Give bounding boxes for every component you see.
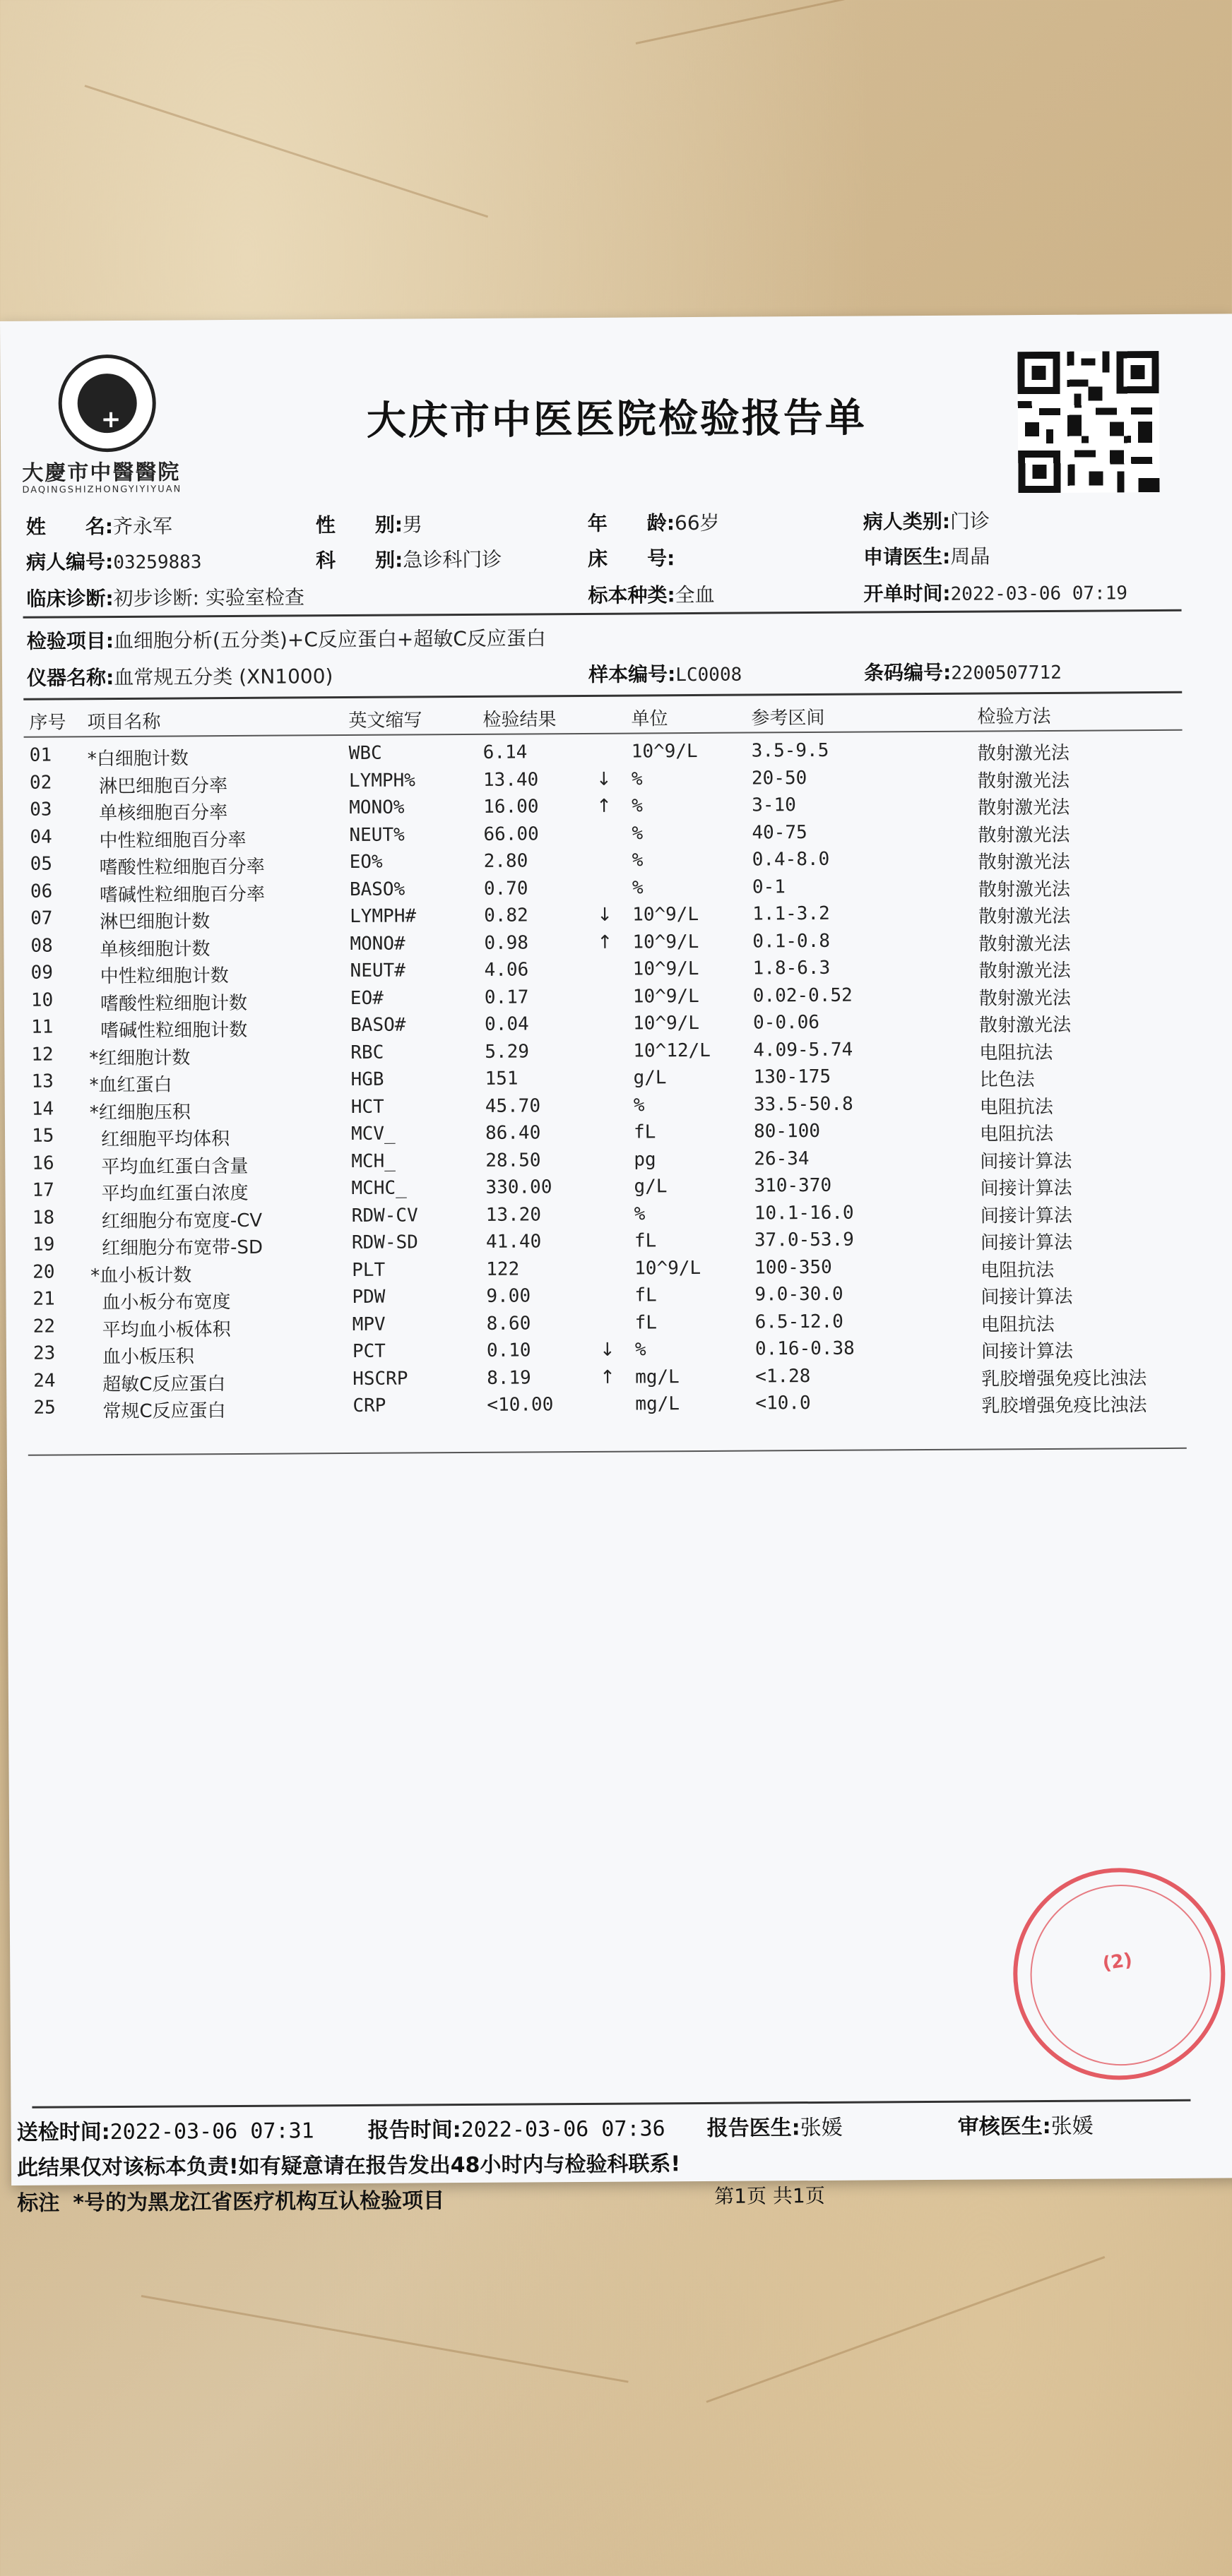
cell-unit: mg/L	[635, 1393, 680, 1415]
cell-abbr: PCT	[352, 1340, 386, 1362]
cell-method: 间接计算法	[980, 1232, 1073, 1254]
qr-code-icon	[1017, 351, 1159, 493]
cell-reference: 37.0-53.9	[754, 1229, 854, 1251]
cell-unit: 10^12/L	[633, 1039, 711, 1062]
cell-reference: 0.1-0.8	[752, 930, 831, 953]
marble-vein	[706, 2256, 1105, 2403]
cell-result: 122	[486, 1258, 520, 1280]
cell-no: 02	[29, 772, 52, 794]
cell-result: 0.70	[483, 877, 528, 900]
cell-abbr: EO%	[349, 851, 383, 873]
cell-name: 红细胞平均体积	[100, 1128, 230, 1151]
patient-name-field: 姓 名:齐永军	[25, 514, 173, 539]
cell-method: 散射激光法	[978, 851, 1070, 873]
cell-result: 0.17	[484, 986, 529, 1008]
cell-method: 散射激光法	[978, 824, 1070, 847]
sample-type-field: 标本种类:全血	[588, 583, 715, 607]
cell-unit: fL	[633, 1121, 656, 1143]
cell-unit: %	[631, 768, 643, 790]
cell-result: 4.06	[484, 959, 529, 981]
cell-unit: 10^9/L	[631, 740, 698, 763]
cell-flag: ↑	[600, 1366, 616, 1388]
hospital-logo-icon: +	[58, 354, 156, 453]
cell-method: 散射激光法	[977, 770, 1070, 792]
cell-method: 散射激光法	[978, 905, 1071, 928]
cell-unit: fL	[634, 1311, 658, 1334]
cell-unit: mg/L	[635, 1366, 680, 1388]
cell-abbr: RBC	[350, 1042, 384, 1063]
cell-reference: 0-0.06	[752, 1011, 820, 1034]
cell-abbr: BASO%	[349, 878, 405, 900]
cell-unit: %	[632, 795, 643, 817]
cell-name: 红细胞分布宽度-CV	[101, 1210, 263, 1232]
cell-unit: g/L	[634, 1176, 668, 1198]
cell-reference: 40-75	[752, 821, 807, 844]
cell-unit: 10^9/L	[632, 985, 699, 1008]
cell-no: 09	[30, 962, 54, 984]
cell-reference: 33.5-50.8	[753, 1093, 853, 1116]
cell-reference: <10.0	[755, 1393, 811, 1414]
cell-no: 12	[31, 1044, 54, 1066]
cell-method: 电阻抗法	[979, 1096, 1053, 1119]
cell-method: 间接计算法	[980, 1150, 1072, 1173]
cell-abbr: MONO#	[350, 933, 405, 955]
requesting-doctor-field: 申请医生:周晶	[863, 544, 990, 569]
cell-method: 散射激光法	[978, 878, 1071, 901]
lab-report-sheet	[0, 314, 1232, 2216]
cell-abbr: HSCRP	[353, 1368, 408, 1390]
sample-number-field: 样本编号:LC0008	[588, 662, 742, 686]
cell-abbr: NEUT#	[350, 960, 406, 982]
cell-flag: ↓	[597, 904, 613, 926]
cell-unit: 10^9/L	[632, 958, 699, 980]
hospital-logo-name: 大慶市中醫醫院	[22, 460, 181, 486]
cell-name: 血小板压积	[102, 1346, 195, 1368]
disclaimer-notice: 此结果仅对该标本负责!如有疑意请在报告发出48小时内与检验科联系!	[16, 2152, 681, 2181]
cell-no: 07	[30, 907, 53, 929]
divider	[24, 729, 1183, 738]
cell-abbr: MCV_	[350, 1123, 396, 1145]
cell-reference: 9.0-30.0	[754, 1283, 843, 1306]
cell-method: 电阻抗法	[981, 1313, 1055, 1336]
cell-no: 15	[31, 1125, 54, 1147]
cell-abbr: RDW-SD	[351, 1232, 418, 1253]
cell-no: 01	[29, 744, 52, 766]
patient-sex-field: 性 别:男	[315, 513, 423, 537]
cell-no: 21	[32, 1288, 55, 1310]
cell-name: 中性粒细胞计数	[100, 965, 229, 988]
marble-vein	[85, 85, 489, 217]
barcode-field: 条码编号:2200507712	[863, 660, 1062, 685]
cell-name: 单核细胞百分率	[99, 802, 228, 825]
cell-name: *红细胞计数	[89, 1046, 191, 1069]
column-header-reference: 参考区间	[751, 707, 825, 729]
department-field: 科 别:急诊科门诊	[315, 547, 502, 573]
cell-no: 06	[30, 881, 53, 902]
cell-reference: 80-100	[753, 1120, 821, 1143]
cell-result: 66.00	[483, 823, 539, 845]
divider	[32, 2099, 1190, 2109]
patient-id-field: 病人编号:03259883	[25, 550, 202, 574]
instrument-field: 仪器名称:血常规五分类 (XN1000)	[26, 664, 333, 690]
cell-name: 嗜碱性粒细胞百分率	[99, 883, 266, 906]
cell-name: *红细胞压积	[89, 1101, 191, 1123]
cell-abbr: MCHC_	[351, 1177, 407, 1199]
column-header-name: 项目名称	[87, 711, 161, 734]
cell-unit: fL	[634, 1230, 657, 1252]
cell-reference: 6.5-12.0	[754, 1311, 843, 1332]
cell-method: 电阻抗法	[981, 1259, 1055, 1282]
cell-name: *白细胞计数	[87, 748, 189, 770]
cell-name: 红细胞分布宽带-SD	[101, 1236, 263, 1260]
marble-vein	[141, 2295, 629, 2383]
cell-abbr: MPV	[352, 1313, 386, 1335]
cell-reference: 130-175	[753, 1066, 831, 1088]
cell-abbr: HCT	[350, 1096, 384, 1118]
cell-no: 19	[32, 1234, 55, 1256]
column-header-abbr: 英文缩写	[348, 710, 422, 732]
cell-method: 比色法	[979, 1069, 1035, 1091]
cell-unit: 10^9/L	[632, 931, 699, 953]
cell-name: *血红蛋白	[89, 1074, 172, 1097]
bed-number-field: 床 号:	[587, 547, 675, 571]
cell-name: 平均血红蛋白浓度	[101, 1182, 249, 1205]
cell-abbr: LYMPH#	[350, 905, 417, 927]
cell-result: 8.19	[487, 1366, 531, 1389]
cell-result: 0.04	[485, 1013, 529, 1035]
cell-no: 24	[33, 1370, 56, 1392]
cell-no: 13	[31, 1071, 54, 1092]
clinical-diagnosis-field: 临床诊断:初步诊断: 实验室检查	[26, 585, 305, 611]
cell-name: 嗜碱性粒细胞计数	[100, 1019, 248, 1042]
cell-result: 5.29	[485, 1040, 530, 1063]
cell-method: 间接计算法	[981, 1286, 1073, 1308]
cell-name: 淋巴细胞百分率	[98, 775, 228, 797]
cell-method: 散射激光法	[978, 987, 1071, 1010]
column-header-unit: 单位	[631, 708, 668, 730]
cell-result: 151	[485, 1068, 519, 1090]
cell-no: 20	[32, 1261, 55, 1283]
cell-reference: 1.8-6.3	[752, 957, 831, 979]
cell-reference: 3-10	[752, 794, 796, 816]
cell-name: 常规C反应蛋白	[102, 1400, 226, 1423]
cell-result: 330.00	[485, 1176, 552, 1198]
cell-unit: pg	[634, 1148, 656, 1171]
cell-name: 平均血小板体积	[102, 1318, 231, 1341]
report-time-field: 报告时间:2022-03-06 07:36	[367, 2116, 665, 2143]
cell-method: 散射激光法	[978, 960, 1071, 982]
cell-abbr: LYMPH%	[348, 769, 415, 792]
cell-method: 电阻抗法	[979, 1123, 1054, 1145]
cell-unit: %	[634, 1203, 646, 1225]
cell-result: 16.00	[483, 796, 539, 818]
cell-flag: ↑	[597, 931, 613, 953]
column-header-method: 检验方法	[977, 705, 1051, 728]
cell-no: 17	[32, 1179, 54, 1201]
cell-reference: 20-50	[751, 767, 807, 789]
cell-result: 45.70	[485, 1095, 541, 1117]
cell-flag: ↓	[596, 768, 612, 790]
cell-unit: %	[632, 822, 644, 845]
marble-vein	[636, 0, 982, 44]
cell-unit: %	[632, 876, 644, 899]
cell-result: 86.40	[485, 1122, 541, 1144]
cell-result: 9.00	[486, 1285, 531, 1307]
hospital-seal-stamp: (2)	[999, 1854, 1232, 2094]
cell-reference: 310-370	[754, 1174, 832, 1197]
cell-result: 13.40	[482, 768, 539, 791]
cell-abbr: MONO%	[349, 797, 405, 818]
cell-no: 16	[32, 1152, 54, 1174]
cell-reference: 1.1-3.2	[752, 902, 830, 925]
reporting-doctor-field: 报告医生:张媛	[706, 2115, 843, 2141]
cell-no: 22	[32, 1316, 56, 1337]
column-header-no: 序号	[29, 712, 66, 734]
cell-name: 平均血红蛋白含量	[101, 1155, 249, 1178]
cell-unit: %	[632, 849, 644, 871]
cell-unit: g/L	[633, 1067, 667, 1089]
cell-method: 乳胶增强免疫比浊法	[981, 1367, 1147, 1390]
cell-result: 0.82	[484, 905, 528, 926]
cell-abbr: CRP	[353, 1395, 386, 1417]
cell-name: *血小板计数	[90, 1264, 192, 1287]
cell-unit: %	[633, 1094, 645, 1116]
cell-unit: 10^9/L	[634, 1257, 701, 1280]
patient-type-field: 病人类别:门诊	[863, 509, 990, 534]
cell-reference: 26-34	[754, 1147, 810, 1170]
cell-abbr: RDW-CV	[351, 1204, 418, 1227]
cell-result: 28.50	[485, 1149, 541, 1171]
cell-name: 血小板分布宽度	[102, 1292, 231, 1314]
cell-no: 25	[33, 1397, 56, 1419]
hospital-logo-pinyin: DAQINGSHIZHONGYIYIYUAN	[22, 484, 182, 496]
cell-reference: 0-1	[752, 876, 786, 898]
cell-abbr: BASO#	[350, 1014, 406, 1036]
cell-method: 间接计算法	[980, 1177, 1072, 1200]
cell-method: 散射激光法	[977, 742, 1070, 765]
cell-name: 中性粒细胞百分率	[99, 829, 247, 852]
cell-reference: 10.1-16.0	[754, 1202, 854, 1224]
cell-reference: 0.4-8.0	[752, 848, 830, 871]
divider	[23, 691, 1182, 700]
report-title: 大庆市中医医院检验报告单	[366, 395, 867, 444]
cell-result: 8.60	[486, 1312, 531, 1335]
page-number: 第1页 共1页	[714, 2183, 825, 2208]
cell-no: 08	[30, 935, 53, 957]
reviewing-doctor-field: 审核医生:张媛	[957, 2113, 1094, 2140]
cell-method: 散射激光法	[978, 797, 1070, 819]
annotation-note: 标注 *号的为黑龙江省医疗机构互认检验项目	[17, 2188, 445, 2216]
cell-abbr: PDW	[352, 1286, 386, 1308]
cell-reference: 3.5-9.5	[751, 739, 829, 762]
cell-method: 间接计算法	[980, 1205, 1072, 1227]
order-time-field: 开单时间:2022-03-06 07:19	[863, 581, 1128, 606]
cell-name: 嗜酸性粒细胞计数	[100, 992, 248, 1015]
cell-method: 电阻抗法	[979, 1042, 1053, 1064]
cell-no: 11	[31, 1016, 54, 1038]
cell-reference: 4.09-5.74	[753, 1039, 853, 1061]
divider	[28, 1448, 1187, 1456]
cell-flag: ↓	[599, 1339, 615, 1361]
cell-abbr: HGB	[350, 1068, 384, 1090]
cell-abbr: PLT	[352, 1259, 386, 1281]
cell-unit: 10^9/L	[633, 1012, 700, 1034]
cell-result: 0.98	[484, 931, 529, 954]
cell-no: 14	[31, 1098, 54, 1120]
cell-no: 23	[32, 1342, 56, 1364]
cell-unit: 10^9/L	[632, 903, 699, 926]
cell-unit: %	[634, 1339, 646, 1361]
patient-age-field: 年 龄:66岁	[587, 511, 720, 535]
cell-result: <10.00	[487, 1394, 554, 1416]
cell-abbr: MCH_	[351, 1150, 396, 1172]
cell-name: 超敏C反应蛋白	[102, 1373, 226, 1395]
cell-no: 10	[30, 989, 54, 1011]
cell-result: 2.80	[483, 850, 528, 872]
cell-abbr: EO#	[350, 987, 384, 1009]
cell-name: 淋巴细胞计数	[100, 911, 211, 934]
cell-unit: fL	[634, 1284, 657, 1306]
cell-no: 18	[32, 1207, 55, 1229]
cell-name: 嗜酸性粒细胞百分率	[99, 856, 265, 879]
cell-method: 散射激光法	[978, 933, 1071, 955]
cell-result: 41.40	[485, 1231, 542, 1253]
cell-name: 单核细胞计数	[100, 938, 211, 960]
cell-result: 13.20	[485, 1203, 542, 1226]
send-time-field: 送检时间:2022-03-06 07:31	[16, 2118, 314, 2145]
cell-no: 05	[30, 853, 53, 875]
cell-reference: 0.02-0.52	[752, 984, 853, 1007]
cell-reference: 0.16-0.38	[754, 1337, 855, 1360]
cell-reference: 100-350	[754, 1256, 832, 1278]
cell-result: 6.14	[482, 741, 528, 763]
cell-abbr: NEUT%	[349, 824, 405, 846]
cell-no: 04	[30, 826, 52, 848]
test-items-field: 检验项目:血细胞分析(五分类)+C反应蛋白+超敏C反应蛋白	[26, 626, 546, 653]
cell-no: 03	[30, 799, 52, 821]
cell-method: 乳胶增强免疫比浊法	[981, 1395, 1147, 1417]
column-header-result: 检验结果	[482, 709, 557, 731]
cell-method: 间接计算法	[981, 1340, 1074, 1363]
cell-result: 0.10	[486, 1340, 531, 1361]
cell-method: 散射激光法	[979, 1014, 1072, 1037]
cell-abbr: WBC	[348, 742, 382, 764]
cell-reference: <1.28	[755, 1365, 811, 1387]
cell-flag: ↑	[596, 795, 612, 817]
